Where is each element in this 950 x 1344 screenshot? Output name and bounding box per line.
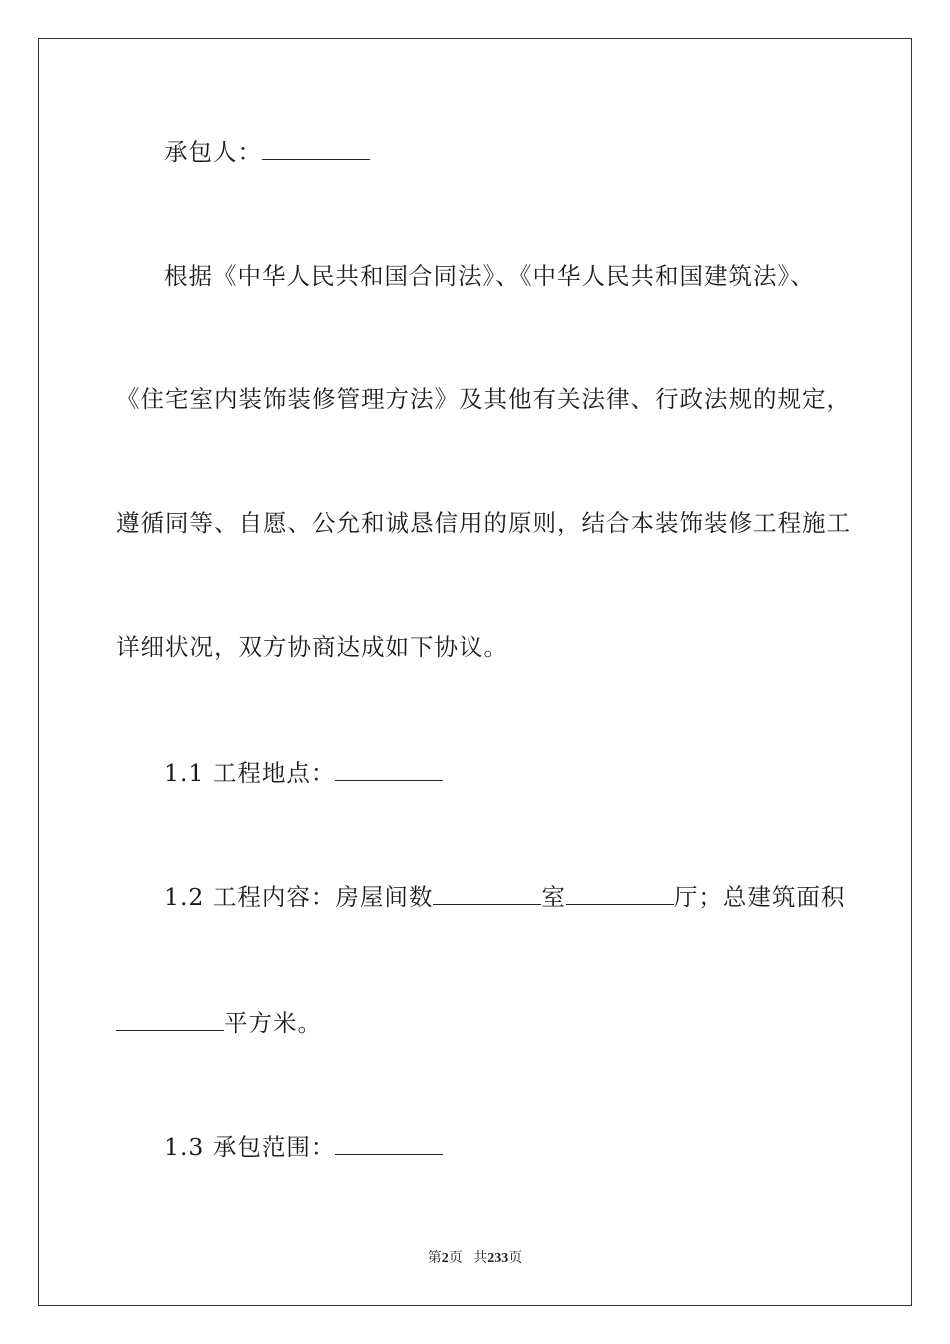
clause-1-2-continued xyxy=(116,1007,322,1039)
clause-number: 1.1 xyxy=(164,759,205,787)
project-location-blank[interactable] xyxy=(335,759,443,781)
preamble-line-4: 详细状况，双方协商达成如下协议。 xyxy=(116,633,508,661)
page-footer xyxy=(0,1247,950,1267)
preamble-line-1: 根据《中华人民共和国合同法》、《中华人民共和国建筑法》、 xyxy=(164,262,815,290)
clause-number: 1.2 xyxy=(164,883,205,911)
area-unit: 平方米。 xyxy=(224,1009,322,1037)
page-prefix: 第 xyxy=(427,1251,442,1266)
clause-1-3 xyxy=(164,1131,443,1163)
preamble-line-2: 《住宅室内装饰装修管理方法》及其他有关法律、行政法规的规定， xyxy=(116,385,851,413)
clause-label: 工程内容：房屋间数 xyxy=(212,883,434,911)
page-number: 2 xyxy=(441,1251,449,1266)
room-count-blank[interactable] xyxy=(433,883,541,905)
clause-number: 1.3 xyxy=(164,1133,205,1161)
hall-count-blank[interactable] xyxy=(566,883,674,905)
contract-scope-blank[interactable] xyxy=(335,1133,443,1155)
clause-1-2 xyxy=(164,881,845,913)
total-pages: 233 xyxy=(487,1251,509,1266)
clause-1-1 xyxy=(164,757,443,789)
preamble-line-3: 遵循同等、自愿、公允和诚恳信用的原则，结合本装饰装修工程施工 xyxy=(116,509,851,537)
clause-label: 承包范围： xyxy=(212,1133,336,1161)
contractor-line xyxy=(164,136,370,168)
total-suffix: 页 xyxy=(508,1251,523,1266)
clause-label: 工程地点： xyxy=(212,759,336,787)
hall-unit: 厅；总建筑面积 xyxy=(673,883,846,911)
total-area-blank[interactable] xyxy=(116,1009,224,1031)
page-suffix: 页 xyxy=(448,1251,463,1266)
room-unit: 室 xyxy=(541,883,566,911)
total-prefix: 共 xyxy=(473,1251,488,1266)
page-border xyxy=(38,38,912,1306)
contractor-label: 承包人： xyxy=(164,138,262,166)
contractor-blank[interactable] xyxy=(262,138,370,160)
